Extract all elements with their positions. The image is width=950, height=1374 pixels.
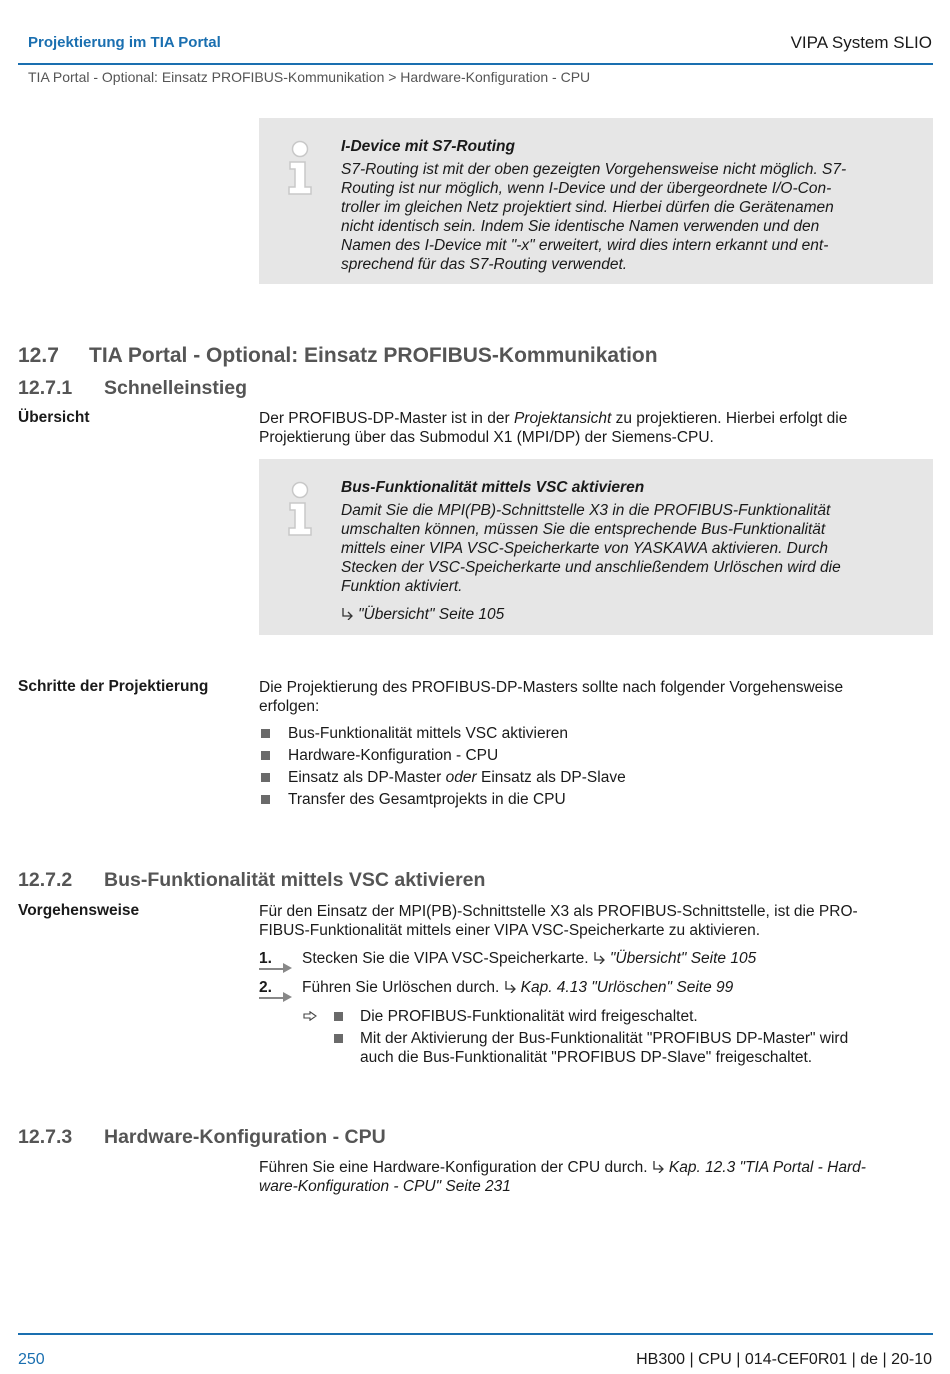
list-item: [259, 789, 933, 811]
cross-reference-icon: [341, 607, 354, 620]
list-item-text: Hardware-Konfiguration - CPU: [288, 747, 499, 764]
side-label-uebersicht: Übersicht: [18, 409, 90, 426]
list-item-text: Einsatz als DP-Slave: [476, 769, 626, 786]
reference-text[interactable]: Kap. 12.3 "TIA Portal - Hard-: [668, 1159, 866, 1176]
heading-number: 12.7: [18, 344, 59, 367]
heading-title: Bus-Funktionalität mittels VSC aktivieren: [104, 869, 486, 891]
step-underline: [259, 968, 285, 970]
result-text: auch die Bus-Funktionalität "PROFIBUS DP-Slave" freigeschaltet.: [360, 1049, 813, 1066]
note-text-line: sprechend für das S7-Routing verwendet.: [341, 256, 628, 273]
reference-text[interactable]: "Übersicht" Seite 105: [609, 950, 757, 967]
result-item: [332, 1007, 903, 1026]
heading-number: 12.7.1: [18, 377, 73, 399]
result-item: [332, 1029, 903, 1067]
document-id: HB300 | CPU | 014-CEF0R01 | de | 20-10: [636, 1351, 932, 1368]
procedure-step-2: [259, 978, 933, 1000]
step-cross-reference[interactable]: [593, 950, 756, 967]
side-label-vorgehensweise: Vorgehensweise: [18, 902, 140, 919]
header-product-name: VIPA System SLIO: [790, 33, 932, 52]
note-text-line: Damit Sie die MPI(PB)-Schnittstelle X3 in die PROFIBUS-Funktionalität: [341, 502, 831, 519]
note-text-line: Routing ist nur möglich, wenn I-Device und der übergeordnete I/O-Con-: [341, 180, 832, 197]
text-line: FIBUS-Funktionalität mittels einer VIPA VSC-Speicherkarte zu aktivieren.: [259, 922, 761, 939]
cross-reference-icon: [504, 980, 517, 993]
bullet-square-icon: [334, 1034, 343, 1043]
step-arrow-icon: [283, 992, 292, 1002]
list-item-text: Transfer des Gesamtprojekts in die CPU: [288, 791, 566, 808]
cross-reference[interactable]: [652, 1159, 866, 1176]
result-arrow-icon: [303, 1011, 317, 1021]
heading-number: 12.7.3: [18, 1126, 73, 1148]
heading-title: TIA Portal - Optional: Einsatz PROFIBUS-Kommunikation: [89, 344, 658, 367]
text-line: erfolgen:: [259, 698, 320, 715]
list-item-text: Bus-Funktionalität mittels VSC aktivieren: [288, 725, 568, 742]
heading-12-7-2: [18, 869, 485, 892]
heading-12-7-3: [18, 1126, 386, 1149]
cross-reference-icon: [652, 1160, 665, 1173]
result-text: Die PROFIBUS-Funktionalität wird freigeschaltet.: [360, 1008, 698, 1025]
text-run: Der PROFIBUS-DP-Master ist in der: [259, 410, 514, 427]
list-item: [259, 767, 933, 789]
info-icon: [285, 140, 315, 196]
note-text-line: Funktion aktiviert.: [341, 578, 463, 595]
emphasis-oder: oder: [445, 769, 477, 786]
step-underline: [259, 997, 285, 999]
step-text: Führen Sie Urlöschen durch.: [302, 979, 504, 996]
bullet-square-icon: [261, 795, 270, 804]
bullet-square-icon: [261, 773, 270, 782]
overview-paragraph: [259, 409, 933, 447]
page-number: 250: [18, 1351, 45, 1368]
note-text-line: Namen des I-Device mit "-x" erweitert, wird dies intern erkannt und ent-: [341, 237, 829, 254]
note-text-line: troller im gleichen Netz projektiert sind. Hierbei dürfen die Gerätenamen: [341, 199, 834, 216]
reference-text[interactable]: Kap. 4.13 "Urlöschen" Seite 99: [520, 979, 734, 996]
steps-bullet-list: [259, 723, 933, 811]
note-text-line: mittels einer VIPA VSC-Speicherkarte von YASKAWA aktivieren. Durch: [341, 540, 829, 557]
step-cross-reference[interactable]: [504, 979, 734, 996]
hardware-config-paragraph: [259, 1158, 933, 1196]
note-title: Bus-Funktionalität mittels VSC aktivieren: [341, 479, 645, 496]
list-item: [259, 745, 933, 767]
step-number: [259, 949, 295, 968]
result-text: Mit der Aktivierung der Bus-Funktionalität "PROFIBUS DP-Master" wird: [360, 1030, 849, 1047]
reference-text[interactable]: "Übersicht" Seite 105: [358, 606, 505, 623]
bullet-square-icon: [261, 751, 270, 760]
reference-text[interactable]: ware-Konfiguration - CPU" Seite 231: [259, 1178, 511, 1195]
procedure-step-1: [259, 949, 933, 971]
note-text-line: nicht identisch sein. Indem Sie identische Namen verwenden und den: [341, 218, 820, 235]
heading-number: 12.7.2: [18, 869, 73, 891]
cross-reference-icon: [593, 951, 606, 964]
text-line: Für den Einsatz der MPI(PB)-Schnittstelle X3 als PROFIBUS-Schnittstelle, ist die PRO-: [259, 903, 858, 920]
note-bus-funktionalitaet: [259, 459, 933, 635]
text-line: Projektierung über das Submodul X1 (MPI/DP) der Siemens-CPU.: [259, 429, 714, 446]
heading-title: Hardware-Konfiguration - CPU: [104, 1126, 386, 1148]
note-i-device-routing: [259, 118, 933, 284]
side-label-schritte: Schritte der Projektierung: [18, 678, 209, 695]
heading-12-7: [18, 344, 658, 368]
info-icon: [285, 481, 315, 537]
step-arrow-icon: [283, 963, 292, 973]
emphasis-projektansicht: Projektansicht: [513, 410, 612, 427]
note-cross-reference[interactable]: [341, 605, 903, 624]
steps-intro: [259, 678, 933, 716]
step-number-text: 1.: [259, 950, 272, 967]
heading-title: Schnelleinstieg: [104, 377, 248, 399]
note-text-line: S7-Routing ist mit der oben gezeigten Vorgehensweise nicht möglich. S7-: [341, 161, 847, 178]
step-number: [259, 978, 295, 997]
breadcrumb: TIA Portal - Optional: Einsatz PROFIBUS-Kommunikation > Hardware-Konfiguration - CPU: [28, 69, 591, 85]
list-item: [259, 723, 933, 745]
heading-12-7-1: [18, 377, 247, 400]
note-text-line: umschalten können, müssen Sie die entsprechende Bus-Funktionalität: [341, 521, 826, 538]
procedure-result: [303, 1007, 903, 1067]
note-text-line: Stecken der VSC-Speicherkarte und anschließendem Urlöschen wird die: [341, 559, 841, 576]
list-item-text: Einsatz als DP-Master: [288, 769, 446, 786]
procedure-intro: [259, 902, 933, 940]
header-rule: [18, 63, 933, 65]
text-run: zu projektieren. Hierbei erfolgt die: [611, 410, 848, 427]
step-number-text: 2.: [259, 979, 272, 996]
note-title: I-Device mit S7-Routing: [341, 138, 515, 155]
text-run: Führen Sie eine Hardware-Konfiguration der CPU durch.: [259, 1159, 652, 1176]
text-line: Die Projektierung des PROFIBUS-DP-Masters sollte nach folgender Vorgehensweise: [259, 679, 844, 696]
header-section-title: Projektierung im TIA Portal: [28, 34, 221, 51]
bullet-square-icon: [261, 729, 270, 738]
bullet-square-icon: [334, 1012, 343, 1021]
step-text: Stecken Sie die VIPA VSC-Speicherkarte.: [302, 950, 593, 967]
footer-rule: [18, 1333, 933, 1335]
